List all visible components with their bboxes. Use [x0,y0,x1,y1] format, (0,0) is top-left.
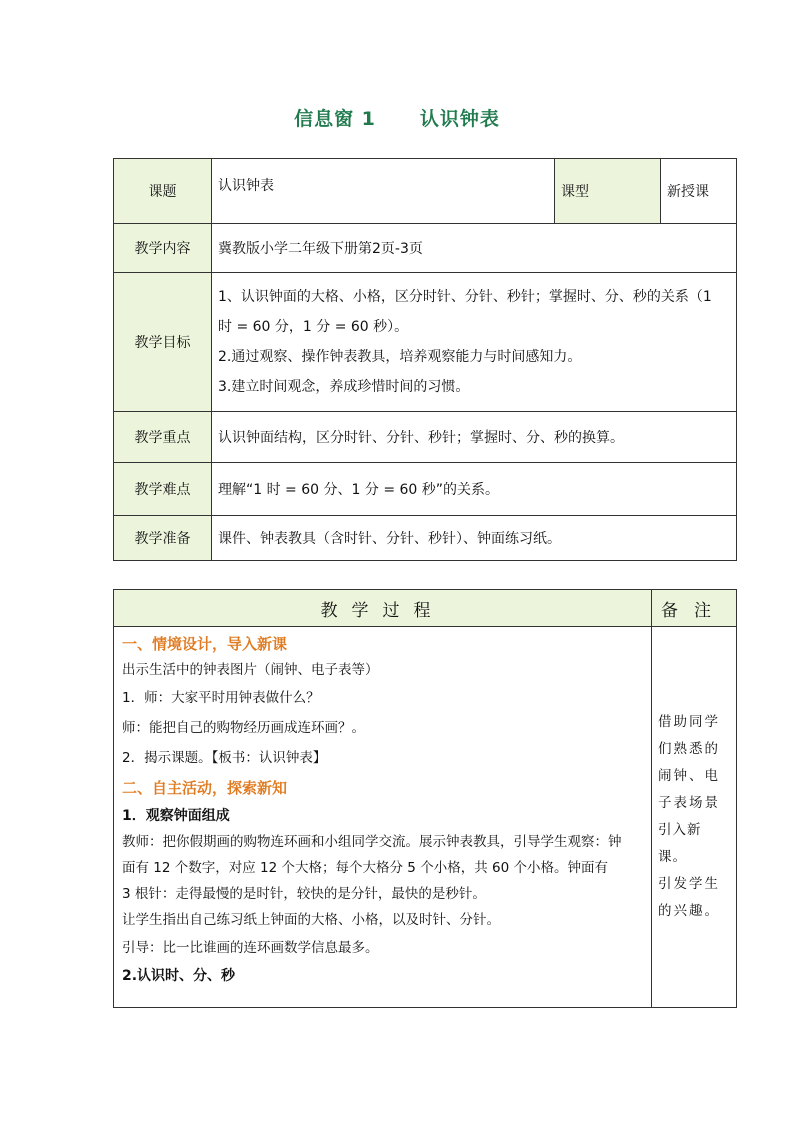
objective-line: 1、认识钟面的大格、小格，区分时针、分针、秒针；掌握时、分、秒的关系（1 [218,289,712,305]
section-1-line: 1．师：大家平时用钟表做什么？ [122,690,320,706]
lesson-info-table [113,158,737,561]
guide-line: 引导：比一比谁画的连环画数学信息最多。 [122,940,379,956]
objective-line: 2.通过观察、操作钟表教具，培养观察能力与时间感知力。 [218,349,582,365]
title-main: 认识钟表 [419,108,500,130]
objective-line: 3.建立时间观念，养成珍惜时间的习惯。 [218,379,470,395]
difficulty-value: 理解“1 时 = 60 分、1 分 = 60 秒”的关系。 [212,463,737,516]
sub-section-1-line: 面有 12 个数字，对应 12 个大格；每个大格分 5 个小格，共 60 个小格。钟面有 [122,860,608,876]
preparation-label: 教学准备 [114,516,212,561]
notes-cell [652,627,737,1008]
key-point-label: 教学重点 [114,412,212,463]
note-line: 引发学生 [658,876,720,892]
section-2-title: 二、自主活动，探索新知 [122,779,288,797]
title-prefix: 信息窗 1 [294,108,376,130]
note-line: 引入新课。 [658,822,702,865]
notes-header: 备注 [652,590,737,627]
process-header: 教学过程 [114,590,652,627]
sub-section-2-title: 2.认识时、分、秒 [122,968,236,984]
section-1-line: 出示生活中的钟表图片（闹钟、电子表等） [122,662,379,678]
note-line: 借助同学 [658,714,720,730]
note-line: 子表场景 [658,795,720,811]
sub-section-1-line: 3 根针：走得最慢的是时针，较快的是分针，最快的是秒针。 [122,886,486,902]
topic-label: 课题 [114,159,212,224]
page-title [0,104,794,131]
section-1-line: 2．揭示课题。【板书：认识钟表】 [122,750,327,766]
objectives-cell [212,273,737,412]
section-1-line: 师：能把自己的购物经历画成连环画？。 [122,720,365,736]
topic-value: 认识钟表 [212,159,555,224]
note-line: 闹钟、电 [658,768,720,784]
objective-line: 时 = 60 分，1 分 = 60 秒）。 [218,319,409,335]
note-line: 的兴趣。 [658,903,720,919]
type-value: 新授课 [661,159,737,224]
note-line: 们熟悉的 [658,741,720,757]
type-label: 课型 [555,159,661,224]
content-value: 冀教版小学二年级下册第2页-3页 [212,224,737,273]
content-label: 教学内容 [114,224,212,273]
process-content [114,627,652,1008]
sub-section-1-line: 教师：把你假期画的购物连环画和小组同学交流。展示钟表教具，引导学生观察：钟 [122,834,622,850]
sub-section-1-line: 让学生指出自己练习纸上钟面的大格、小格，以及时针、分针。 [122,912,500,928]
difficulty-label: 教学难点 [114,463,212,516]
objectives-label: 教学目标 [114,273,212,412]
key-point-value: 认识钟面结构，区分时针、分针、秒针；掌握时、分、秒的换算。 [212,412,737,463]
teaching-process-table [113,589,737,1008]
section-1-title: 一、情境设计，导入新课 [122,635,288,653]
sub-section-1-title: 1．观察钟面组成 [122,808,230,824]
preparation-value: 课件、钟表教具（含时针、分针、秒针）、钟面练习纸。 [212,516,737,561]
